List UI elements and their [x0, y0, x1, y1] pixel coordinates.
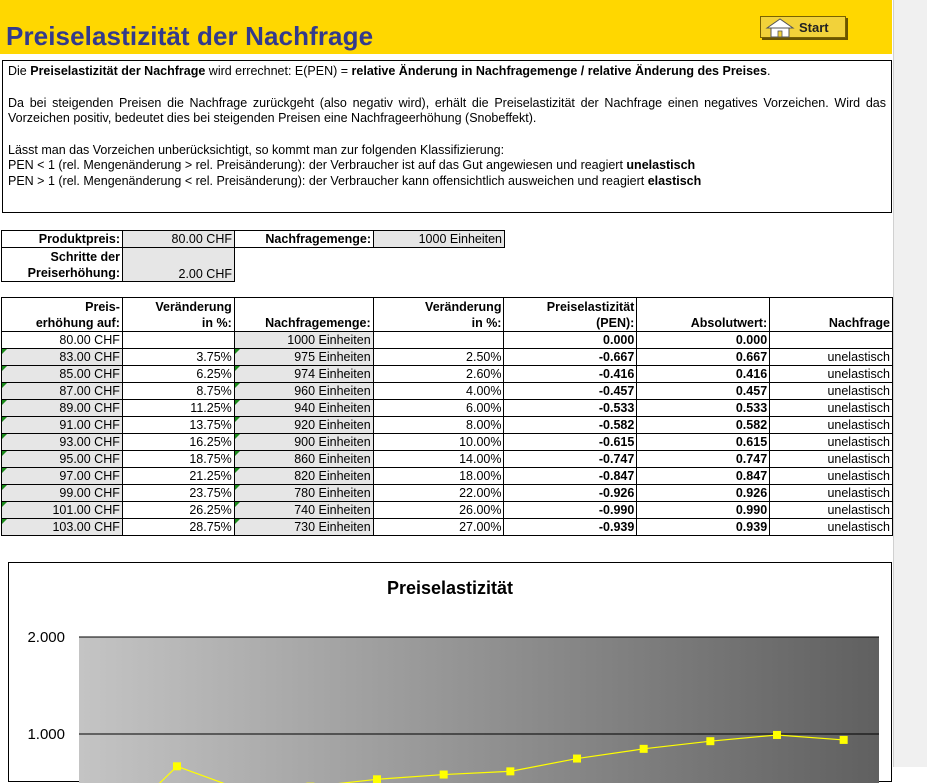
formula-line: [8, 64, 886, 80]
header-price-line1: Preis-: [85, 300, 120, 314]
table-row: [2, 451, 893, 468]
cell-pen[interactable]: -0.533: [504, 400, 637, 417]
cell-demand[interactable]: 960 Einheiten: [234, 383, 373, 400]
header-demand-change-line1: Veränderung: [425, 300, 501, 314]
cell-absolute[interactable]: 0.000: [637, 332, 770, 349]
cell-demand-type[interactable]: unelastisch: [770, 502, 893, 519]
cell-demand-type[interactable]: unelastisch: [770, 383, 893, 400]
header-price-change-line1: Veränderung: [155, 300, 231, 314]
cell-price-change[interactable]: [122, 332, 234, 349]
home-icon: [765, 18, 795, 38]
cell-demand-change[interactable]: 8.00%: [373, 417, 504, 434]
table-row: [2, 519, 893, 536]
input-table: [1, 230, 505, 282]
cell-demand[interactable]: 860 Einheiten: [234, 451, 373, 468]
data-point: [773, 731, 781, 739]
cell-demand-type[interactable]: unelastisch: [770, 485, 893, 502]
cell-price[interactable]: 83.00 CHF: [2, 349, 123, 366]
cell-demand-change[interactable]: 4.00%: [373, 383, 504, 400]
data-point: [840, 736, 848, 744]
step-label-line1: Schritte der: [51, 250, 120, 264]
header-pen-line2: (PEN):: [596, 316, 634, 330]
cell-price-change[interactable]: 18.75%: [122, 451, 234, 468]
formula-period: .: [767, 64, 770, 78]
inelastic-text: PEN < 1 (rel. Mengenänderung > rel. Preisänderung): der Verbraucher ist auf das Gut angewiesen und reagiert: [8, 158, 626, 172]
cell-absolute[interactable]: 0.939: [637, 519, 770, 536]
cell-absolute[interactable]: 0.457: [637, 383, 770, 400]
y-tick-label: 2.000: [27, 629, 65, 646]
data-point: [440, 771, 448, 779]
cell-price-change[interactable]: 3.75%: [122, 349, 234, 366]
cell-demand-change[interactable]: 26.00%: [373, 502, 504, 519]
cell-demand-type[interactable]: unelastisch: [770, 451, 893, 468]
elasticity-table: [1, 297, 893, 536]
cell-price[interactable]: 99.00 CHF: [2, 485, 123, 502]
table-row: [2, 468, 893, 485]
classification-elastic: [8, 174, 886, 190]
cell-pen[interactable]: -0.990: [504, 502, 637, 519]
header-pen-line1: Preiselastizität: [547, 300, 635, 314]
cell-demand-change[interactable]: 14.00%: [373, 451, 504, 468]
cell-price[interactable]: 80.00 CHF: [2, 332, 123, 349]
cell-demand-change[interactable]: 10.00%: [373, 434, 504, 451]
cell-demand[interactable]: 974 Einheiten: [234, 366, 373, 383]
cell-price-change[interactable]: 28.75%: [122, 519, 234, 536]
table-row: [2, 349, 893, 366]
table-row: [2, 485, 893, 502]
elastic-text: PEN > 1 (rel. Mengenänderung < rel. Preisänderung): der Verbraucher kann offensichtlich ausweichen und reagiert: [8, 174, 648, 188]
step-label-line2: Preiserhöhung:: [28, 266, 120, 280]
cell-demand-change[interactable]: 18.00%: [373, 468, 504, 485]
table-row: [2, 434, 893, 451]
cell-price-change[interactable]: 11.25%: [122, 400, 234, 417]
header-absolute: Absolutwert:: [637, 298, 770, 332]
cell-price[interactable]: 103.00 CHF: [2, 519, 123, 536]
formula-term: Preiselastizität der Nachfrage: [30, 64, 205, 78]
cell-demand-change[interactable]: 27.00%: [373, 519, 504, 536]
cell-demand[interactable]: 920 Einheiten: [234, 417, 373, 434]
cell-price-change[interactable]: 16.25%: [122, 434, 234, 451]
info-box: [2, 60, 892, 213]
chart-area: [8, 562, 892, 782]
cell-absolute[interactable]: 0.926: [637, 485, 770, 502]
cell-price-change[interactable]: 21.25%: [122, 468, 234, 485]
header-pen: [504, 298, 637, 332]
start-button[interactable]: [760, 16, 846, 38]
cell-price-change[interactable]: 13.75%: [122, 417, 234, 434]
cell-demand-type[interactable]: unelastisch: [770, 349, 893, 366]
cell-pen[interactable]: -0.747: [504, 451, 637, 468]
step-input[interactable]: 2.00 CHF: [123, 248, 235, 282]
cell-demand[interactable]: 820 Einheiten: [234, 468, 373, 485]
cell-demand-change[interactable]: 22.00%: [373, 485, 504, 502]
cell-absolute[interactable]: 0.747: [637, 451, 770, 468]
header-demand-change: [373, 298, 504, 332]
cell-pen[interactable]: -0.939: [504, 519, 637, 536]
cell-absolute[interactable]: 0.582: [637, 417, 770, 434]
price-input[interactable]: 80.00 CHF: [123, 231, 235, 248]
data-point: [506, 767, 514, 775]
data-point: [373, 775, 381, 783]
cell-demand-type[interactable]: unelastisch: [770, 417, 893, 434]
cell-pen[interactable]: -0.615: [504, 434, 637, 451]
cell-price[interactable]: 101.00 CHF: [2, 502, 123, 519]
cell-demand-change[interactable]: [373, 332, 504, 349]
cell-demand-type[interactable]: unelastisch: [770, 400, 893, 417]
cell-price[interactable]: 89.00 CHF: [2, 400, 123, 417]
step-label: [2, 248, 123, 282]
cell-demand[interactable]: 975 Einheiten: [234, 349, 373, 366]
scroll-area-strip: [893, 0, 927, 767]
table-row: [2, 417, 893, 434]
cell-demand-change[interactable]: 2.50%: [373, 349, 504, 366]
cell-demand[interactable]: 940 Einheiten: [234, 400, 373, 417]
cell-pen[interactable]: -0.667: [504, 349, 637, 366]
cell-price-change[interactable]: 6.25%: [122, 366, 234, 383]
y-tick-label: 1.000: [27, 726, 65, 743]
table-row: [2, 502, 893, 519]
formula-text-2: wird errechnet: E(PEN) =: [205, 64, 351, 78]
demand-label: Nachfragemenge:: [235, 231, 374, 248]
cell-demand-type[interactable]: unelastisch: [770, 468, 893, 485]
cell-price[interactable]: 93.00 CHF: [2, 434, 123, 451]
chart-title: Preiselastizität: [9, 578, 891, 599]
cell-price-change[interactable]: 8.75%: [122, 383, 234, 400]
header-demand-type: Nachfrage: [770, 298, 893, 332]
cell-price-change[interactable]: 26.25%: [122, 502, 234, 519]
formula-text-1: Die: [8, 64, 30, 78]
table-row: [2, 383, 893, 400]
cell-price[interactable]: 97.00 CHF: [2, 468, 123, 485]
cell-pen[interactable]: -0.582: [504, 417, 637, 434]
elastic-term: elastisch: [648, 174, 702, 188]
cell-demand[interactable]: 900 Einheiten: [234, 434, 373, 451]
start-button-label: Start: [799, 20, 829, 35]
table-body: [2, 332, 893, 536]
cell-pen[interactable]: -0.416: [504, 366, 637, 383]
cell-demand[interactable]: 1000 Einheiten: [234, 332, 373, 349]
formula-definition: relative Änderung in Nachfragemenge / relative Änderung des Preises: [352, 64, 767, 78]
cell-absolute[interactable]: 0.847: [637, 468, 770, 485]
cell-demand-type[interactable]: unelastisch: [770, 366, 893, 383]
cell-pen[interactable]: 0.000: [504, 332, 637, 349]
table-row: [2, 400, 893, 417]
cell-pen[interactable]: -0.457: [504, 383, 637, 400]
cell-demand-change[interactable]: 6.00%: [373, 400, 504, 417]
cell-price[interactable]: 87.00 CHF: [2, 383, 123, 400]
data-point: [173, 762, 181, 770]
header-price: [2, 298, 123, 332]
cell-demand-type[interactable]: [770, 332, 893, 349]
cell-price-change[interactable]: 23.75%: [122, 485, 234, 502]
header-bar: [0, 0, 892, 54]
cell-absolute[interactable]: 0.667: [637, 349, 770, 366]
cell-absolute[interactable]: 0.533: [637, 400, 770, 417]
table-row: [2, 332, 893, 349]
cell-pen[interactable]: -0.926: [504, 485, 637, 502]
inelastic-term: unelastisch: [626, 158, 695, 172]
cell-absolute[interactable]: 0.416: [637, 366, 770, 383]
page-title: Preiselastizität der Nachfrage: [6, 21, 373, 52]
table-header-row: [2, 298, 893, 332]
sign-explanation: Da bei steigenden Preisen die Nachfrage zurückgeht (also negativ wird), erhält die Preiselastizität der Nachfrage einen negatives Vorzeichen. Wird das Vorzeichen positiv, bedeutet dies bei steigenden Preisen eine Nachfrageerhöhung (Snobeffekt).: [8, 96, 886, 127]
cell-pen[interactable]: -0.847: [504, 468, 637, 485]
cell-price[interactable]: 85.00 CHF: [2, 366, 123, 383]
cell-absolute[interactable]: 0.615: [637, 434, 770, 451]
header-price-change: [122, 298, 234, 332]
header-price-change-line2: in %:: [202, 316, 232, 330]
data-point: [573, 755, 581, 763]
table-row: [2, 366, 893, 383]
price-label: Produktpreis:: [2, 231, 123, 248]
data-point: [706, 737, 714, 745]
elasticity-chart: [9, 563, 893, 783]
cell-demand[interactable]: 730 Einheiten: [234, 519, 373, 536]
header-demand-change-line2: in %:: [472, 316, 502, 330]
demand-input[interactable]: 1000 Einheiten: [374, 231, 505, 248]
header-demand: Nachfragemenge:: [234, 298, 373, 332]
data-point: [640, 745, 648, 753]
cell-demand[interactable]: 740 Einheiten: [234, 502, 373, 519]
cell-demand-type[interactable]: unelastisch: [770, 519, 893, 536]
cell-price[interactable]: 91.00 CHF: [2, 417, 123, 434]
plot-area: [79, 637, 879, 783]
header-price-line2: erhöhung auf:: [36, 316, 120, 330]
cell-price[interactable]: 95.00 CHF: [2, 451, 123, 468]
cell-demand-type[interactable]: unelastisch: [770, 434, 893, 451]
cell-absolute[interactable]: 0.990: [637, 502, 770, 519]
classification-inelastic: [8, 158, 886, 174]
cell-demand-change[interactable]: 2.60%: [373, 366, 504, 383]
cell-demand[interactable]: 780 Einheiten: [234, 485, 373, 502]
classification-intro: Lässt man das Vorzeichen unberücksichtigt, so kommt man zur folgenden Klassifizierung:: [8, 143, 886, 159]
